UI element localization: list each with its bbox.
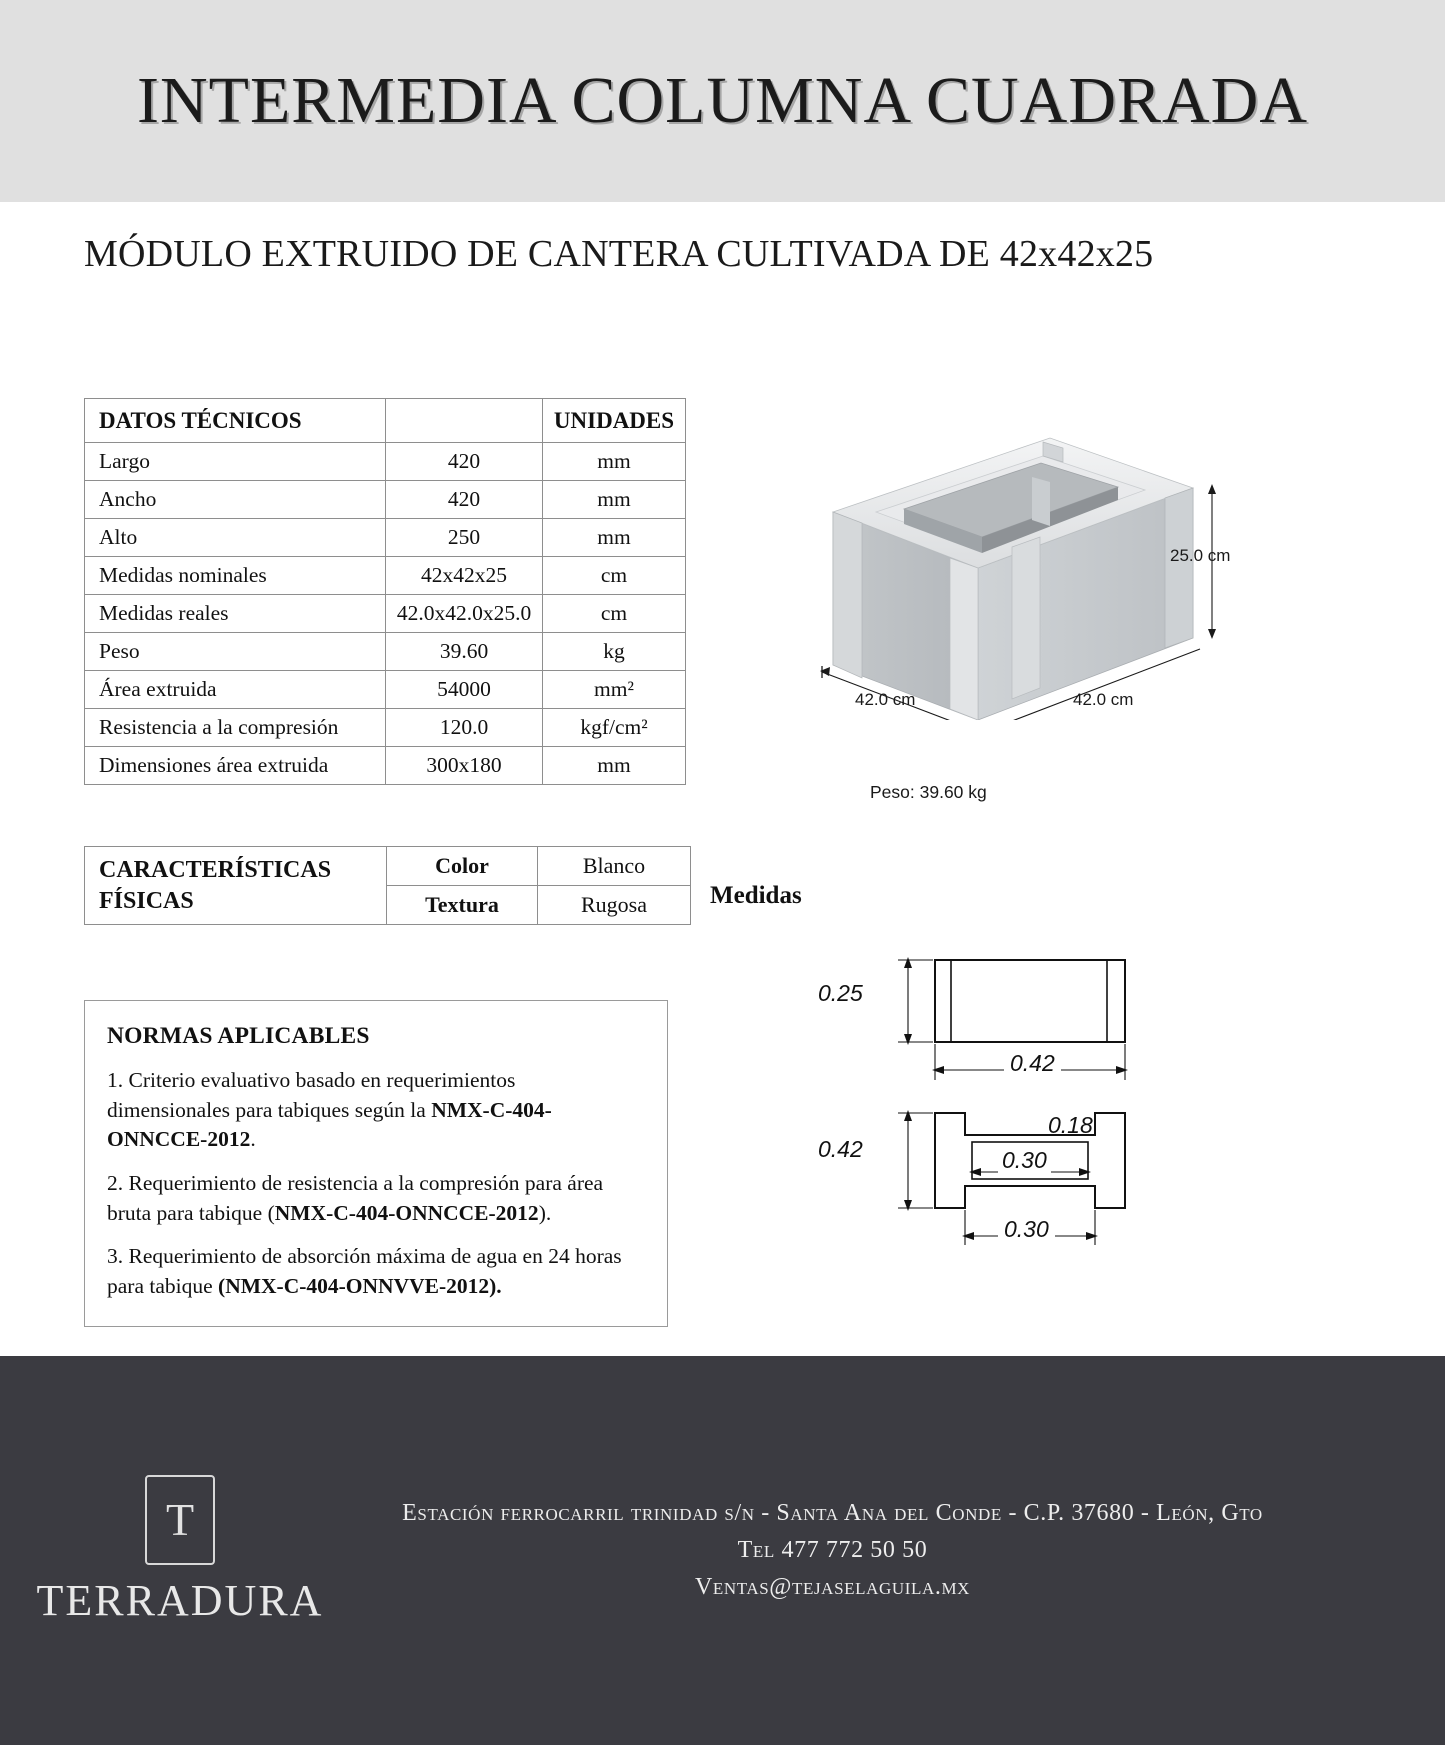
footer-address	[330, 1495, 1445, 1607]
header-cell-label: DATOS TÉCNICOS	[85, 399, 386, 443]
block-rib-far	[1165, 488, 1193, 648]
norm-code: NMX-C-404-ONNCCE-2012	[107, 1097, 552, 1152]
elevation-height-label: 0.25	[818, 980, 863, 1006]
norm-text-post: ).	[538, 1200, 552, 1225]
row-value: 54000	[386, 671, 543, 709]
characteristics-title: CARACTERÍSTICAS FÍSICAS	[85, 847, 387, 925]
norm-text-post: .	[250, 1127, 256, 1152]
row-label: Resistencia a la compresión	[85, 709, 386, 747]
norms-title: NORMAS APLICABLES	[107, 1023, 370, 1049]
elevation-height-dim	[898, 957, 933, 1045]
norm-code: (NMX-C-404-ONNVVE-2012).	[218, 1273, 502, 1298]
company-logo	[0, 1475, 330, 1626]
row-unit: mm	[543, 443, 686, 481]
row-value: 250	[386, 519, 543, 557]
product-subtitle: MÓDULO EXTRUIDO DE CANTERA CULTIVADA DE 42x42x25	[84, 233, 1154, 275]
characteristic-value: Blanco	[538, 847, 691, 886]
row-value: 300x180	[386, 747, 543, 785]
norm-text-pre: 2. Requerimiento de resistencia a la compresión para área bruta para tabique (	[107, 1170, 604, 1225]
row-label: Medidas reales	[85, 595, 386, 633]
row-label: Peso	[85, 633, 386, 671]
drawing-svg	[820, 940, 1220, 1310]
row-label: Medidas nominales	[85, 557, 386, 595]
dimension-label-width-left: 42.0 cm	[855, 690, 916, 709]
plan-height-label: 0.42	[818, 1136, 863, 1162]
plan-inner-width-label: 0.18	[1048, 1112, 1093, 1138]
product-photo	[800, 420, 1240, 720]
page-title: INTERMEDIA COLUMNA CUADRADA	[136, 64, 1308, 138]
table-row	[85, 671, 686, 709]
header-cell-unit: UNIDADES	[543, 399, 686, 443]
logo-letter: T	[165, 1494, 195, 1545]
plan-height-dim	[898, 1110, 933, 1211]
row-label: Alto	[85, 519, 386, 557]
table-row	[85, 595, 686, 633]
table-row	[85, 481, 686, 519]
elevation-outline	[935, 960, 1125, 1042]
technical-data-table	[84, 398, 686, 785]
applicable-norms-box	[84, 1000, 668, 1327]
norm-text-pre: 1. Criterio evaluativo basado en requerimientos dimensionales para tabiques según la	[107, 1068, 516, 1122]
dimension-label-width-right: 42.0 cm	[1073, 690, 1134, 709]
table-row	[85, 443, 686, 481]
table-header-row	[85, 399, 686, 443]
table-row	[85, 847, 691, 886]
row-value: 420	[386, 443, 543, 481]
technical-drawings	[820, 940, 1220, 1310]
row-unit: mm	[543, 747, 686, 785]
plan-mid-width-label: 0.30	[998, 1147, 1051, 1174]
row-label: Área extruida	[85, 671, 386, 709]
block-rib-left	[833, 512, 862, 678]
characteristics-body	[85, 847, 691, 925]
row-value: 42.0x42.0x25.0	[386, 595, 543, 633]
row-unit: kg	[543, 633, 686, 671]
block-rib-center	[950, 558, 978, 720]
address-line-1: Estación ferrocarril trinidad s/n - Santa Ana del Conde - C.P. 37680 - León, Gto	[402, 1499, 1263, 1526]
row-value: 39.60	[386, 633, 543, 671]
norm-item	[107, 1066, 643, 1155]
table-row	[85, 709, 686, 747]
plan-bottom-width-label: 0.30	[998, 1216, 1055, 1243]
row-label: Ancho	[85, 481, 386, 519]
product-3d-illustration	[800, 420, 1240, 720]
row-label: Dimensiones área extruida	[85, 747, 386, 785]
physical-characteristics-table	[84, 846, 691, 925]
row-unit: mm	[543, 481, 686, 519]
row-value: 120.0	[386, 709, 543, 747]
weight-caption: Peso: 39.60 kg	[870, 782, 987, 802]
norm-code: NMX-C-404-ONNCCE-2012	[274, 1200, 539, 1225]
table-row	[85, 747, 686, 785]
elevation-width-label: 0.42	[1004, 1050, 1061, 1077]
characteristic-value: Rugosa	[538, 886, 691, 925]
norm-item	[107, 1242, 643, 1301]
row-unit: kgf/cm²	[543, 709, 686, 747]
table-row	[85, 519, 686, 557]
header-cell-value	[386, 399, 543, 443]
logo-mark-icon	[145, 1475, 215, 1565]
row-unit: cm	[543, 557, 686, 595]
characteristic-key: Textura	[387, 886, 538, 925]
address-line-2: Tel 477 772 50 50	[737, 1536, 928, 1563]
footer	[0, 1356, 1445, 1745]
table-row	[85, 633, 686, 671]
medidas-heading: Medidas	[710, 882, 802, 909]
norm-text-pre: 3. Requerimiento de absorción máxima de agua en 24 horas para tabique	[107, 1244, 622, 1298]
table-row	[85, 557, 686, 595]
row-unit: mm²	[543, 671, 686, 709]
logo-wordmark: TERRADURA	[36, 1576, 324, 1625]
technical-data-body	[85, 399, 686, 785]
dimension-label-height: 25.0 cm	[1170, 546, 1231, 565]
row-value: 42x42x25	[386, 557, 543, 595]
row-unit: cm	[543, 595, 686, 633]
header-banner	[0, 0, 1445, 202]
norm-item	[107, 1169, 643, 1228]
block-rib-right	[1012, 537, 1040, 699]
address-line-3: Ventas@tejaselaguila.mx	[694, 1574, 971, 1601]
row-label: Largo	[85, 443, 386, 481]
block-cavity-web	[1032, 477, 1050, 526]
row-unit: mm	[543, 519, 686, 557]
characteristic-key: Color	[387, 847, 538, 886]
row-value: 420	[386, 481, 543, 519]
